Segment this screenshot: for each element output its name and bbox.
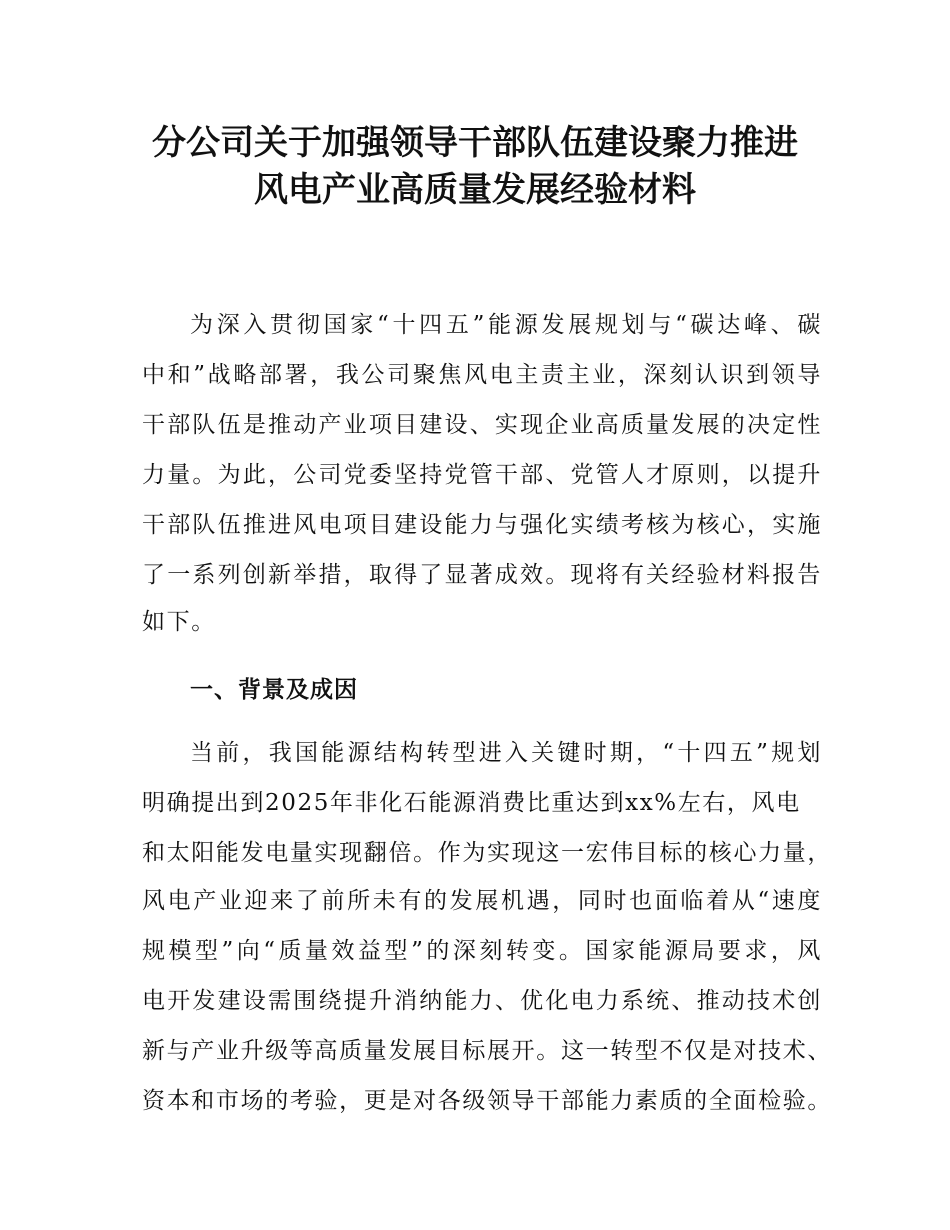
paragraph-2-line-8: 资本和市场的考验，更是对各级领导干部能力素质的全面检验。 <box>142 1088 832 1114</box>
paragraph-2-line-2: 明确提出到2025年非化石能源消费比重达到xx%左右，风电 <box>142 790 801 816</box>
paragraph-2-line-4: 风电产业迎来了前所未有的发展机遇，同时也面临着从“速度 <box>142 888 822 914</box>
paragraph-2-line-7: 新与产业升级等高质量发展目标展开。这一转型不仅是对技术、 <box>142 1038 832 1064</box>
document-title-line-2: 风电产业高质量发展经验材料 <box>254 170 696 210</box>
paragraph-1-line-3: 干部队伍是推动产业项目建设、实现企业高质量发展的决定性 <box>142 412 822 438</box>
paragraph-2-line-3: 和太阳能发电量实现翻倍。作为实现这一宏伟目标的核心力量， <box>142 840 832 866</box>
paragraph-1-line-1: 为深入贯彻国家“十四五”能源发展规划与“碳达峰、碳 <box>190 312 822 338</box>
document-title-line-1: 分公司关于加强领导干部队伍建设聚力推进 <box>152 123 798 163</box>
paragraph-1-line-7: 如下。 <box>142 609 216 635</box>
paragraph-2-line-1: 当前，我国能源结构转型进入关键时期，“十四五”规划 <box>190 740 822 766</box>
paragraph-1-line-2: 中和”战略部署，我公司聚焦风电主责主业，深刻认识到领导 <box>142 362 822 388</box>
paragraph-1-line-6: 了一系列创新举措，取得了显著成效。现将有关经验材料报告 <box>142 562 822 588</box>
paragraph-2-line-5: 规模型”向“质量效益型”的深刻转变。国家能源局要求，风 <box>142 938 822 964</box>
paragraph-2-line-6: 电开发建设需围绕提升消纳能力、优化电力系统、推动技术创 <box>142 988 822 1014</box>
paragraph-1-line-5: 干部队伍推进风电项目建设能力与强化实绩考核为核心，实施 <box>142 512 822 538</box>
section-1-heading: 一、背景及成因 <box>190 677 358 703</box>
paragraph-1-line-4: 力量。为此，公司党委坚持党管干部、党管人才原则，以提升 <box>142 462 822 488</box>
